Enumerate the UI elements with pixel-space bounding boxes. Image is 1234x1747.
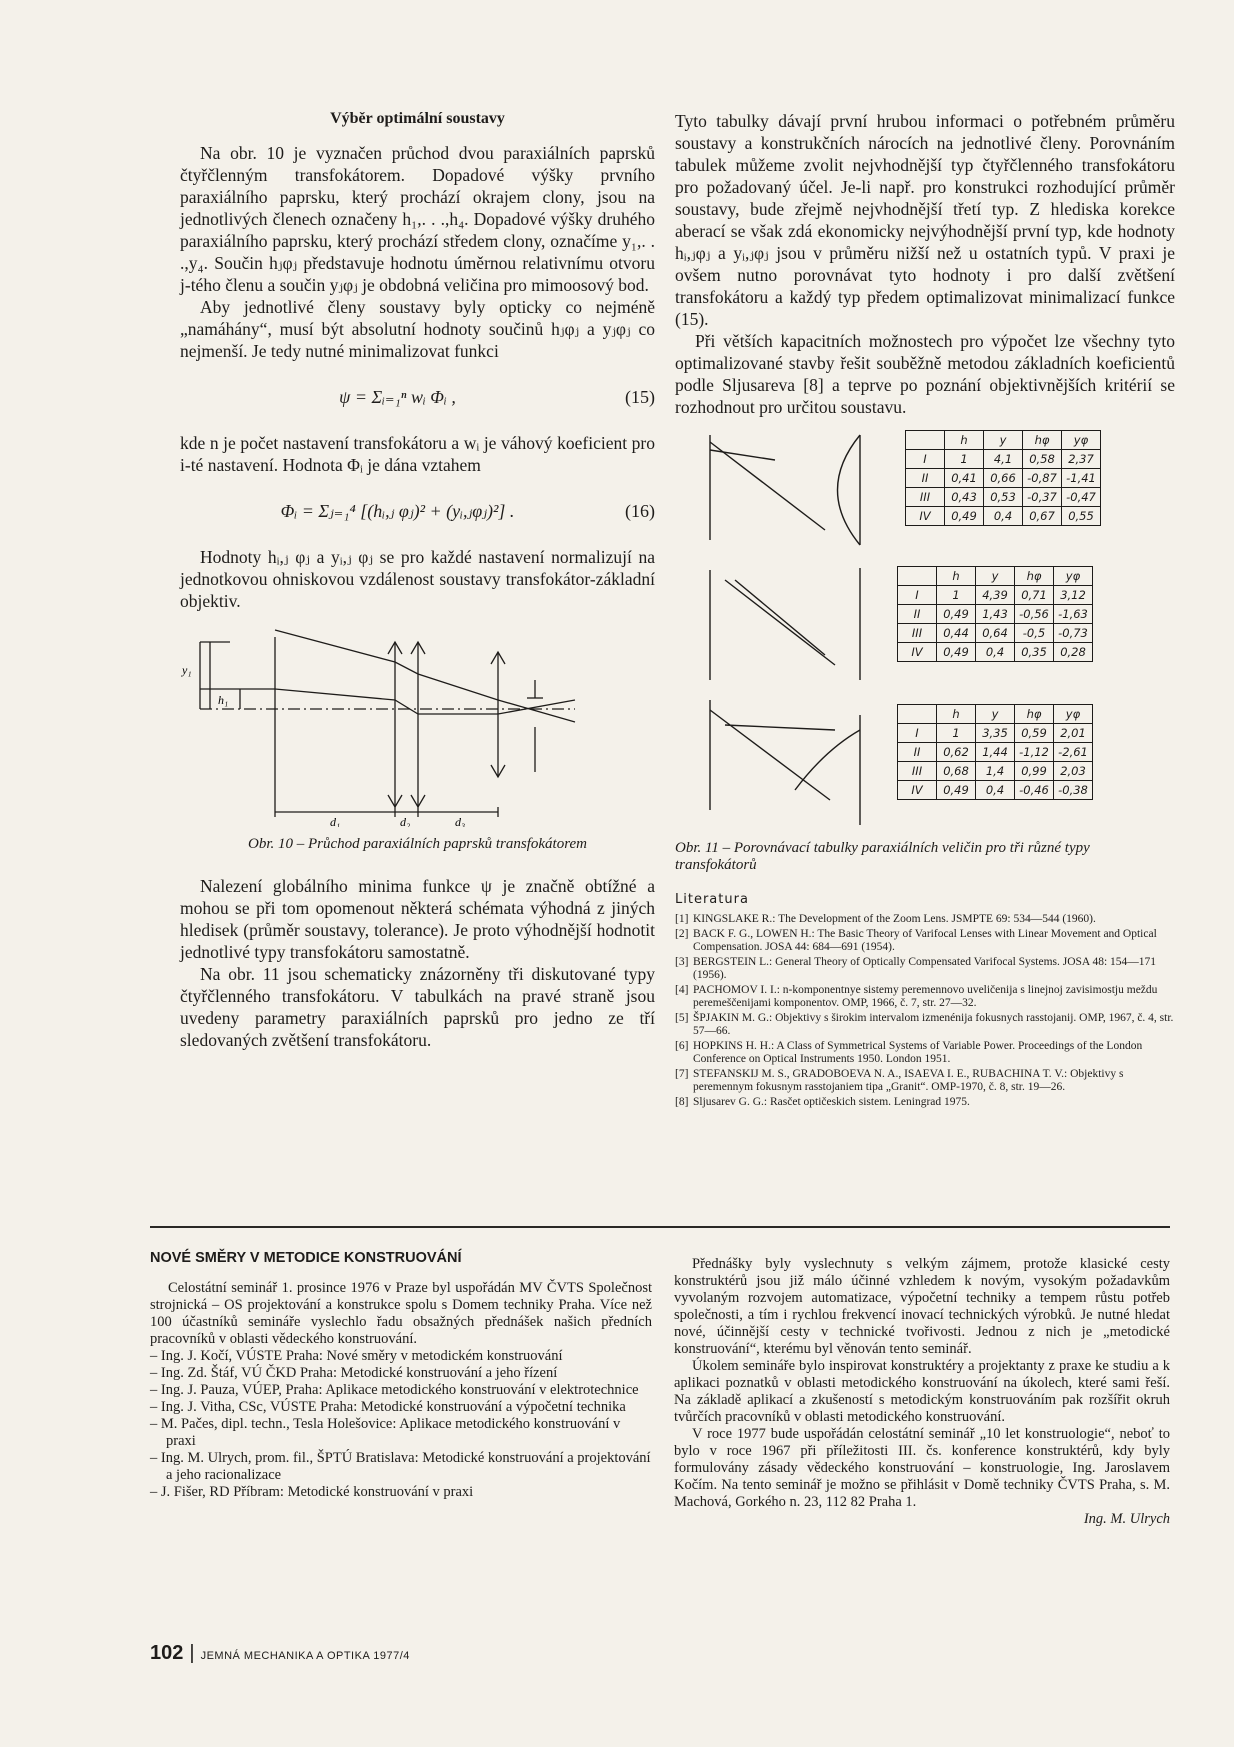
literature-number: [5]: [675, 1011, 689, 1024]
paragraph: Tyto tabulky dávají první hrubou informaci o potřebném průměru soustavy a konstrukčních nárocích na jednotlivé členy. Porovnáním tabulek můžeme zvolit nejvhodnější typ čtyřčlenného transfokátoru pro požadovaný účel. Je-li např. pro konstrukci rozhodující průměr soustavy, bude zřejmě nejvhodnější třetí typ. Z hlediska korekce aberací se však zdá ekonomicky nejvýhodnější první typ, kde hodnoty hᵢ,ⱼφⱼ a yᵢ,ⱼφⱼ jsou v průměru nižší než u ostatních typů. V praxi je ovšem nutno porovnávat tyto hodnoty i pro další zvětšení transfokátoru a každý typ předem optimalizovat minimalizací funkce (15).: [675, 111, 1175, 329]
table-header-cell: yφ: [1062, 431, 1101, 450]
literature-number: [3]: [675, 955, 689, 968]
lecture-item: – Ing. M. Ulrych, prom. fil., ŠPTÚ Bratislava: Metodické konstruování a projektování a jeho racionalizace: [150, 1450, 651, 1483]
literature-item: [675, 1012, 1175, 1039]
lecture-item: – Ing. Zd. Štáf, VÚ ČKD Praha: Metodické konstruování a jeho řízení: [150, 1365, 558, 1381]
label-d1: d₁: [330, 815, 341, 827]
table-cell: II: [898, 605, 937, 624]
formula-number: (16): [625, 500, 655, 521]
paragraph: kde n je počet nastavení transfokátoru a wᵢ je váhový koeficient pro i-té nastavení. Hodnota Φᵢ je dána vztahem: [180, 433, 655, 475]
table-header-cell: hφ: [1023, 431, 1062, 450]
paragraph: Hodnoty hᵢ,ⱼ φⱼ a yᵢ,ⱼ φⱼ se pro každé nastavení normalizují na jednotkovou ohniskovou vzdálenost soustavy transfokátor-základní objektiv.: [180, 547, 655, 611]
table-cell: 1: [937, 724, 976, 743]
table-cell: 0,67: [1023, 507, 1062, 526]
literature-title: Literatura: [675, 892, 749, 907]
table-cell: 0,49: [945, 507, 984, 526]
table-cell: 1: [945, 450, 984, 469]
table-cell: 0,35: [1015, 643, 1054, 662]
table-cell: -0,73: [1054, 624, 1093, 643]
paragraph: Při větších kapacitních možnostech pro výpočet lze všechny tyto optimalizované stavby řešit souběžně metodou základních koeficientů podle Sljusareva [8] a teprve po poznání objektivnějších kritérií se rozhodnout pro určitou soustavu.: [675, 331, 1175, 417]
table-cell: 3,35: [976, 724, 1015, 743]
table-cell: 0,49: [937, 781, 976, 800]
journal-name: JEMNÁ MECHANIKA A OPTIKA 1977/4: [200, 1650, 410, 1662]
label-d2: d₂: [400, 815, 411, 827]
formula-expression: ψ = Σᵢ₌₁ⁿ wᵢ Φᵢ ,: [339, 386, 456, 407]
footer-separator: |: [189, 1642, 195, 1664]
literature-text: BERGSTEIN L.: General Theory of Optically Compensated Varifocal Systems. JOSA 48: 154—171 (1956).: [693, 955, 1157, 981]
formula-expression: Φᵢ = Σⱼ₌₁⁴ [(hᵢ,ⱼ φⱼ)² + (yᵢ,ⱼφⱼ)²] .: [280, 500, 515, 521]
table-cell: 3,12: [1054, 586, 1093, 605]
literature-text: BACK F. G., LOWEN H.: The Basic Theory of Varifocal Lenses with Linear Movement and Optical Compensation. JOSA 44: 684—691 (1954).: [693, 927, 1157, 953]
table-cell: I: [906, 450, 945, 469]
section-title: Výběr optimální soustavy: [330, 110, 505, 127]
table-header-cell: y: [976, 567, 1015, 586]
figure-caption: Obr. 11 – Porovnávací tabulky paraxiálních veličin pro tři různé typy transfokátorů: [675, 840, 1090, 873]
table-cell: IV: [898, 781, 937, 800]
table-row: [906, 450, 1101, 469]
lecture-item: – Ing. J. Kočí, VÚSTE Praha: Nové směry v metodickém konstruování: [150, 1348, 563, 1364]
table-cell: 0,44: [937, 624, 976, 643]
table-cell: -1,12: [1015, 743, 1054, 762]
table-cell: 1,43: [976, 605, 1015, 624]
table-cell: I: [898, 724, 937, 743]
lecture-item: – Ing. J. Vitha, CSc, VÚSTE Praha: Metodické konstruování a výpočetní technika: [150, 1399, 626, 1415]
table-cell: 0,49: [937, 643, 976, 662]
table-row: [898, 724, 1093, 743]
formula-number: (15): [625, 386, 655, 407]
literature-text: PACHOMOV I. I.: n-komponentnye sistemy peremennovo uveličenija s linejnoj zavisimostju meždu peremeščenijami komponentov. OMP, 1966, č. 7, str. 27—32.: [693, 983, 1158, 1009]
label-y1: y₁: [182, 663, 192, 677]
table-row: [906, 507, 1101, 526]
section-divider: [150, 1226, 1170, 1228]
literature-item: [675, 1096, 1175, 1110]
left-column: [180, 110, 655, 1051]
figure-10: [180, 622, 655, 853]
table-cell: 2,01: [1054, 724, 1093, 743]
literature-number: [7]: [675, 1067, 689, 1080]
table-header-cell: h: [937, 567, 976, 586]
table-row: [906, 488, 1101, 507]
table-header-cell: [906, 431, 945, 450]
table-cell: 0,66: [984, 469, 1023, 488]
table-cell: 0,59: [1015, 724, 1054, 743]
table-cell: 0,53: [984, 488, 1023, 507]
table-cell: -1,63: [1054, 605, 1093, 624]
table-cell: 1,44: [976, 743, 1015, 762]
news-left-column: [150, 1250, 652, 1501]
table-cell: 0,41: [945, 469, 984, 488]
table-header-cell: h: [945, 431, 984, 450]
table-header-cell: [898, 567, 937, 586]
table-cell: 1,4: [976, 762, 1015, 781]
table-cell: 0,49: [937, 605, 976, 624]
table-cell: 0,55: [1062, 507, 1101, 526]
table-cell: -0,56: [1015, 605, 1054, 624]
table-header-cell: yφ: [1054, 567, 1093, 586]
table-row: [898, 762, 1093, 781]
literature-text: STEFANSKIJ M. S., GRADOBOEVA N. A., ISAEVA I. E., RUBACHINA T. V.: Objektivy s peremennym fokusnym rasstojaniem tipa „Granit“. OMP-1970, č. 8, str. 19—26.: [693, 1067, 1124, 1093]
table-cell: -0,38: [1054, 781, 1093, 800]
table-header-cell: y: [976, 705, 1015, 724]
table-type-2: [897, 566, 1093, 662]
table-cell: -0,46: [1015, 781, 1054, 800]
table-cell: 0,71: [1015, 586, 1054, 605]
table-row: [898, 743, 1093, 762]
table-header-cell: yφ: [1054, 705, 1093, 724]
table-cell: 1: [937, 586, 976, 605]
right-column: [675, 110, 1175, 1110]
table-type-1: [905, 430, 1101, 526]
table-cell: 2,37: [1062, 450, 1101, 469]
table-header-row: [898, 705, 1093, 724]
table-cell: -2,61: [1054, 743, 1093, 762]
table-cell: 0,99: [1015, 762, 1054, 781]
table-cell: 0,58: [1023, 450, 1062, 469]
table-cell: 4,39: [976, 586, 1015, 605]
table-cell: III: [906, 488, 945, 507]
table-header-cell: hφ: [1015, 705, 1054, 724]
lecture-list: [150, 1348, 652, 1501]
literature-text: KINGSLAKE R.: The Development of the Zoom Lens. JSMPTE 69: 534—544 (1960).: [693, 913, 1096, 925]
literature-item: [675, 928, 1175, 955]
figure-caption: Obr. 10 – Průchod paraxiálních paprsků transfokátorem: [247, 836, 587, 852]
paragraph: Celostátní seminář 1. prosince 1976 v Praze byl uspořádán MV ČVTS Společnost strojnická – OS projektování a konstrukce spolu s Domem techniky Praha. Více než 100 účastníků semináře vyslechlo řadu obsažných přednášek našich předních pracovníků v oblasti vědeckého konstruování.: [150, 1280, 652, 1347]
news-title: NOVÉ SMĚRY V METODICE KONSTRUOVÁNÍ: [150, 1250, 462, 1266]
table-header-row: [898, 567, 1093, 586]
formula-16: [180, 484, 655, 538]
author-signature: Ing. M. Ulrych: [1083, 1511, 1170, 1527]
table-row: [898, 643, 1093, 662]
table-header-cell: hφ: [1015, 567, 1054, 586]
literature-list: [675, 913, 1175, 1109]
table-cell: 2,03: [1054, 762, 1093, 781]
literature-text: Sljusarev G. G.: Rasčet optičeskich sistem. Leningrad 1975.: [693, 1095, 970, 1108]
table-cell: II: [906, 469, 945, 488]
literature-text: HOPKINS H. H.: A Class of Symmetrical Systems of Variable Power. Proceedings of the London Conference on Optical Instruments 1950. London 1951.: [693, 1039, 1143, 1065]
table-cell: 0,62: [937, 743, 976, 762]
lecture-item: – J. Fišer, RD Příbram: Metodické konstruování v praxi: [150, 1484, 474, 1500]
transfocator-schematics: [705, 430, 885, 860]
paragraph: V roce 1977 bude uspořádán celostátní seminář „10 let konstruologie“, neboť to bylo v roce 1967 při příležitosti III. čs. konference konstruktérů, kdy byly formulovány zásady vědeckého konstruování – konstruologie, Ing. Jaroslavem Kočím. Na tento seminář je možno se přihlásit v Domě techniky ČVTS Praha, s. M. Machová, Gorkého n. 23, 112 82 Praha 1.: [674, 1426, 1170, 1510]
table-cell: 0,4: [984, 507, 1023, 526]
news-right-column: [674, 1256, 1170, 1528]
paragraph: Přednášky byly vyslechnuty s velkým zájmem, protože klasické cesty konstruktérů jsou již málo účinné vzhledem k novým, vysokým požadavkům vyvolaným rozvojem automatizace, výpočetní techniky a tempem růstu potřeb společnosti, a tím i rychlou frekvencí inovací technických výrobků. Je nutné hledat nové, účinnější cesty v technické tvořivosti. Jednou z nich je „metodické konstruování“, kterému byl věnován tento seminář.: [674, 1256, 1170, 1357]
paragraph: Nalezení globálního minima funkce ψ je značně obtížné a mohou se při tom opomenout některá schémata výhodná z jiných hledisek (průměr soustavy, tolerance). Je proto výhodnější hodnotit jednotlivé typy transfokátoru samostatně.: [180, 876, 655, 962]
literature-number: [6]: [675, 1039, 689, 1052]
label-d3: d₃: [455, 815, 466, 827]
table-cell: 0,68: [937, 762, 976, 781]
literature-number: [2]: [675, 927, 689, 940]
paragraph: Aby jednotlivé členy soustavy byly opticky co nejméně „namáhány“, musí být absolutní hodnoty součinů hⱼφⱼ a yⱼφⱼ co nejmenší. Je tedy nutné minimalizovat funkci: [180, 297, 655, 361]
table-header-row: [906, 431, 1101, 450]
literature-item: [675, 1040, 1175, 1067]
lecture-item: – M. Pačes, dipl. techn., Tesla Holešovice: Aplikace metodického konstruování v praxi: [150, 1416, 621, 1449]
literature-text: ŠPJAKIN M. G.: Objektivy s širokim intervalom izmenénija fokusnych rasstojanij. OMP, 1967, č. 4, str. 57—66.: [693, 1011, 1174, 1037]
table-cell: III: [898, 624, 937, 643]
table-cell: 0,28: [1054, 643, 1093, 662]
formula-15: [180, 370, 655, 424]
literature-item: [675, 913, 1175, 927]
table-cell: -0,47: [1062, 488, 1101, 507]
paragraph: Na obr. 11 jsou schematicky znázorněny tři diskutované typy čtyřčlenného transfokátoru. V tabulkách na pravé straně jsou uvedeny parametry paraxiálních paprsků pro jedno ze tří sledovaných zvětšení transfokátoru.: [180, 964, 655, 1050]
page-footer: [150, 1642, 410, 1665]
table-cell: 0,43: [945, 488, 984, 507]
table-cell: II: [898, 743, 937, 762]
table-header-cell: y: [984, 431, 1023, 450]
table-header-cell: [898, 705, 937, 724]
table-type-3: [897, 704, 1093, 800]
table-cell: 0,4: [976, 643, 1015, 662]
table-cell: 0,64: [976, 624, 1015, 643]
table-row: [906, 469, 1101, 488]
literature-item: [675, 984, 1175, 1011]
table-cell: -0,5: [1015, 624, 1054, 643]
table-cell: -0,37: [1023, 488, 1062, 507]
figure-11: [675, 430, 1175, 860]
table-row: [898, 605, 1093, 624]
table-cell: 0,4: [976, 781, 1015, 800]
table-cell: -1,41: [1062, 469, 1101, 488]
table-header-cell: h: [937, 705, 976, 724]
table-cell: IV: [906, 507, 945, 526]
literature-number: [1]: [675, 913, 689, 925]
paragraph: Úkolem semináře bylo inspirovat konstruktéry a projektanty z praxe ke studiu a k aplikaci poznatků v oblasti metodického konstruování na úkolech, které sami řeší. Na základě aplikací a zkušeností s metodickým konstruováním pak rozšířit okruh tvůrčích pracovníků v oblasti metodického konstruování.: [674, 1358, 1170, 1425]
table-cell: I: [898, 586, 937, 605]
page-number: 102: [150, 1642, 184, 1664]
literature-item: [675, 1068, 1175, 1095]
table-cell: 4,1: [984, 450, 1023, 469]
lecture-item: – Ing. J. Pauza, VÚEP, Praha: Aplikace metodického konstruování v elektrotechnice: [150, 1382, 639, 1398]
table-row: [898, 586, 1093, 605]
ray-diagram: [180, 622, 655, 827]
label-h1: h₁: [218, 693, 229, 707]
table-row: [898, 781, 1093, 800]
table-cell: IV: [898, 643, 937, 662]
literature-number: [4]: [675, 983, 689, 996]
table-cell: III: [898, 762, 937, 781]
table-row: [898, 624, 1093, 643]
paragraph: Na obr. 10 je vyznačen průchod dvou paraxiálních paprsků čtyřčlenným transfokátorem. Dopadové výšky prvního paraxiálního paprsku, který prochází okrajem clony, jsou na jednotlivých členech označeny h₁,. . .,h₄. Dopadové výšky druhého paraxiálního paprsku, který prochází středem clony, označíme y₁,. . .,y₄. Součin hⱼφⱼ představuje hodnotu úměrnou relativnímu otvoru j-tého členu a součin yⱼφⱼ je obdobná veličina pro mimoosový bod.: [180, 143, 655, 295]
table-cell: -0,87: [1023, 469, 1062, 488]
literature-number: [8]: [675, 1095, 689, 1108]
literature-item: [675, 956, 1175, 983]
